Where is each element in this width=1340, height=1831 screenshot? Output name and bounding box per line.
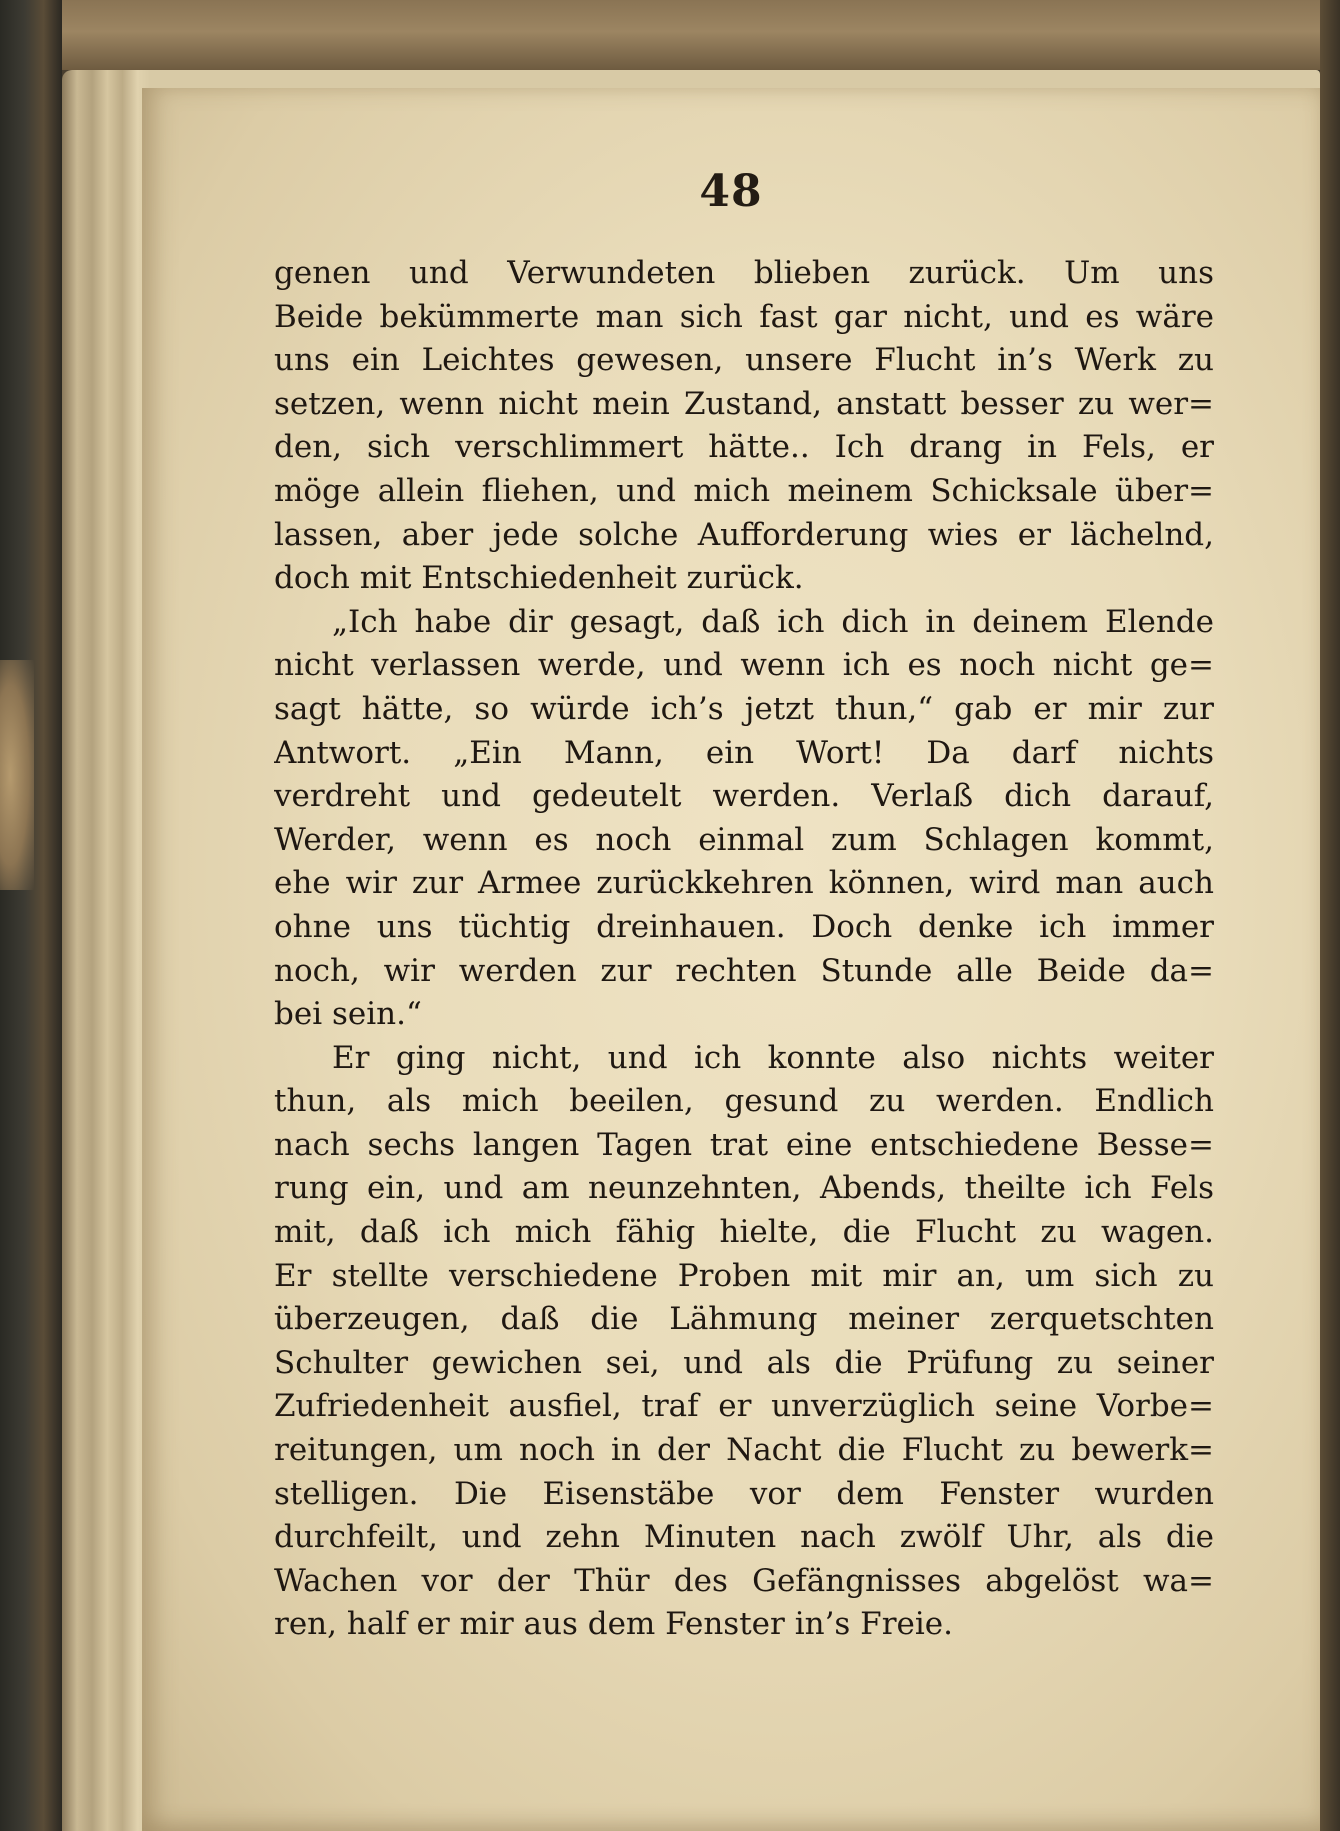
- text-line: ohne uns tüchtig dreinhauen. Doch denke ich immer: [274, 908, 1214, 945]
- page-text: [274, 252, 1214, 1647]
- text-line: Er ging nicht, und ich konnte also nichts weiter: [332, 1039, 1214, 1076]
- cover-wear-patch: [0, 660, 34, 890]
- text-line: noch, wir werden zur rechten Stunde alle Beide da=: [274, 952, 1214, 989]
- text-line: mit, daß ich mich fähig hielte, die Flucht zu wagen.: [274, 1214, 1214, 1251]
- text-line: Schulter gewichen sei, und als die Prüfung zu seiner: [274, 1344, 1214, 1381]
- text-line: uns ein Leichtes gewesen, unsere Flucht in’s Werk zu: [274, 342, 1214, 379]
- text-line: bei sein.“: [274, 996, 422, 1033]
- text-line: genen und Verwundeten blieben zurück. Um uns: [274, 255, 1214, 291]
- scan-right-margin: [1320, 0, 1340, 1831]
- text-line: Beide bekümmerte man sich fast gar nicht, und es wäre: [274, 298, 1214, 335]
- text-line: möge allein fliehen, und mich meinem Schicksale über=: [274, 472, 1214, 509]
- book-spine-edge: [0, 0, 62, 1831]
- text-line: reitungen, um noch in der Nacht die Flucht zu bewerk=: [274, 1432, 1214, 1469]
- text-line: lassen, aber jede solche Aufforderung wies er lächelnd,: [274, 516, 1214, 553]
- page-number: 48: [699, 166, 763, 217]
- text-line: durchfeilt, und zehn Minuten nach zwölf Uhr, als die: [274, 1519, 1214, 1556]
- text-line: verdreht und gedeutelt werden. Verlaß dich darauf,: [274, 778, 1214, 815]
- text-line: Antwort. „Ein Mann, ein Wort! Da darf nichts: [274, 734, 1214, 771]
- text-line: nicht verlassen werde, und wenn ich es noch nicht ge=: [274, 647, 1214, 684]
- text-line: sagt hätte, so würde ich’s jetzt thun,“ gab er mir zur: [274, 690, 1214, 727]
- text-line: Wachen vor der Thür des Gefängnisses abgelöst wa=: [274, 1562, 1214, 1599]
- text-line: stelligen. Die Eisenstäbe vor dem Fenster wurden: [274, 1475, 1214, 1512]
- text-line: thun, als mich beeilen, gesund zu werden. Endlich: [274, 1083, 1214, 1120]
- book-page: [142, 88, 1320, 1831]
- text-line: setzen, wenn nicht mein Zustand, anstatt besser zu wer=: [274, 385, 1214, 422]
- text-line: den, sich verschlimmert hätte.. Ich drang in Fels, er: [274, 429, 1214, 466]
- text-line: rung ein, und am neunzehnten, Abends, theilte ich Fels: [274, 1170, 1214, 1207]
- text-line: ehe wir zur Armee zurückkehren können, wird man auch: [274, 865, 1214, 902]
- text-line: ren, half er mir aus dem Fenster in’s Freie.: [274, 1606, 953, 1643]
- text-line: Werder, wenn es noch einmal zum Schlagen kommt,: [274, 821, 1214, 858]
- text-line: „Ich habe dir gesagt, daß ich dich in deinem Elende: [332, 603, 1214, 640]
- text-line: überzeugen, daß die Lähmung meiner zerquetschten: [274, 1301, 1214, 1338]
- text-line: doch mit Entschiedenheit zurück.: [274, 560, 804, 597]
- book-cover-top-edge: [0, 0, 1340, 70]
- text-line: Er stellte verschiedene Proben mit mir an, um sich zu: [274, 1257, 1214, 1294]
- text-line: Zufriedenheit ausfiel, traf er unverzüglich seine Vorbe=: [274, 1388, 1214, 1425]
- text-line: nach sechs langen Tagen trat eine entschiedene Besse=: [274, 1126, 1214, 1163]
